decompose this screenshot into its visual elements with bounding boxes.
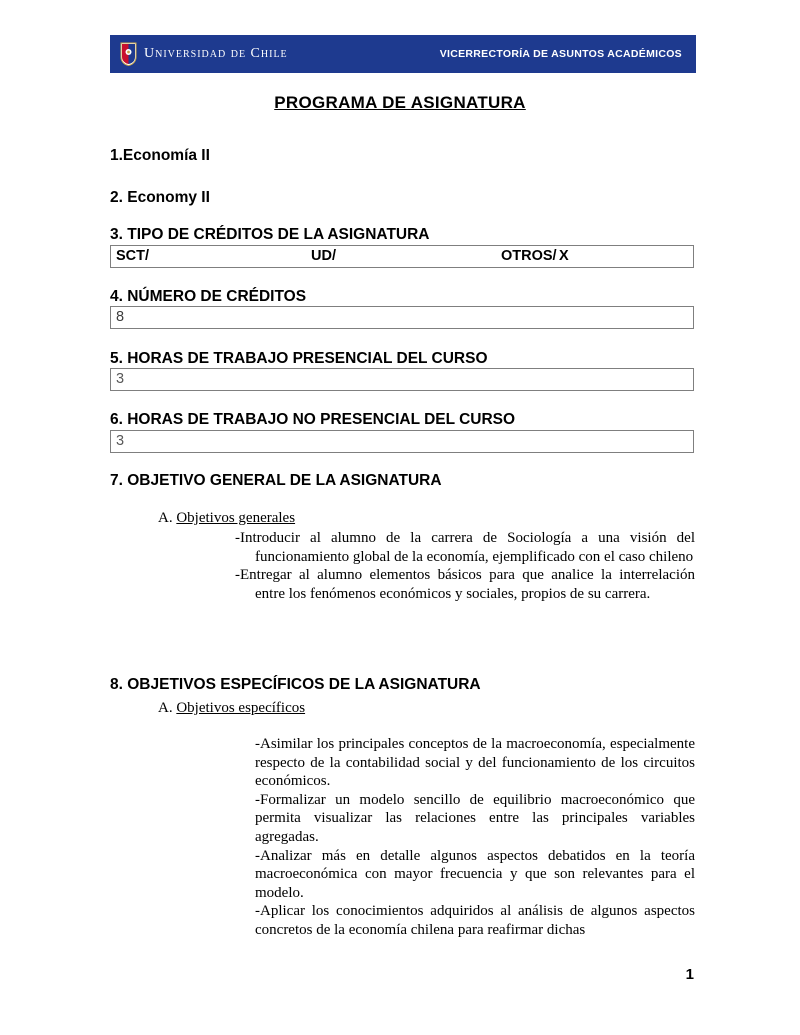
credits-number-value: 8 (116, 309, 125, 325)
ud-label: UD/ (311, 248, 336, 264)
objective-item: -Introducir al alumno de la carrera de Sociología a una visión del funcionamiento global de la economía, ejemplificado con el caso chileno (235, 530, 695, 565)
page-title: PROGRAMA DE ASIGNATURA (274, 93, 526, 112)
objetivos-especificos-subheading (158, 700, 305, 717)
university-crest-icon (120, 42, 137, 66)
objective-item: -Formalizar un modelo sencillo de equilibrio macroeconómico que permita visualizar las relaciones entre las principales variables agregadas. (255, 791, 695, 845)
otros-label: OTROS/ (501, 248, 557, 264)
objetivos-especificos-list (255, 735, 695, 940)
credits-number-box (110, 306, 694, 329)
subheading-prefix: A. (158, 510, 173, 526)
section-8-heading: 8. OBJETIVOS ESPECÍFICOS DE LA ASIGNATURA (110, 676, 481, 693)
section-5-heading: 5. HORAS DE TRABAJO PRESENCIAL DEL CURSO (110, 350, 488, 367)
university-header-bar (110, 35, 696, 73)
objective-item: -Asimilar los principales conceptos de la macroeconomía, especialmente respecto de la contabilidad social y del funcionamiento de los circuitos económicos. (255, 736, 695, 790)
objective-item: -Aplicar los conocimientos adquiridos al análisis de algunos aspectos concretos de la economía chilena para reafirmar dichas (255, 903, 695, 938)
objective-item: -Analizar más en detalle algunos aspectos debatidos en la teoría macroeconómica con mayor frecuencia y que son relevantes para el modelo. (255, 847, 695, 901)
university-logo (110, 42, 288, 66)
no-presencial-hours-box (110, 430, 694, 453)
credit-type-box (110, 245, 694, 268)
objective-item: -Entregar al alumno elementos básicos para que analice la interrelación entre los fenómenos económicos y sociales, propios de su carrera. (235, 567, 695, 602)
section-7-heading: 7. OBJETIVO GENERAL DE LA ASIGNATURA (110, 472, 442, 489)
section-3-heading: 3. TIPO DE CRÉDITOS DE LA ASIGNATURA (110, 226, 430, 243)
presencial-hours-box (110, 368, 694, 391)
objetivos-generales-list (235, 529, 695, 603)
subheading-prefix: A. (158, 700, 173, 716)
otros-value: X (559, 248, 569, 264)
section-2-heading: 2. Economy II (110, 189, 210, 206)
objetivos-generales-subheading (158, 510, 295, 527)
section-1-heading: 1.Economía II (110, 147, 210, 164)
university-name: Universidad de Chile (144, 46, 288, 61)
vicerrectoria-label: VICERRECTORÍA DE ASUNTOS ACADÉMICOS (439, 48, 682, 60)
section-4-heading: 4. NÚMERO DE CRÉDITOS (110, 288, 307, 305)
subheading-label: Objetivos específicos (176, 700, 306, 716)
section-6-heading: 6. HORAS DE TRABAJO NO PRESENCIAL DEL CURSO (110, 411, 516, 428)
sct-label: SCT/ (116, 248, 150, 264)
presencial-hours-value: 3 (116, 371, 125, 387)
page-number: 1 (685, 966, 694, 983)
subheading-label: Objetivos generales (176, 510, 296, 526)
no-presencial-hours-value: 3 (116, 433, 125, 449)
